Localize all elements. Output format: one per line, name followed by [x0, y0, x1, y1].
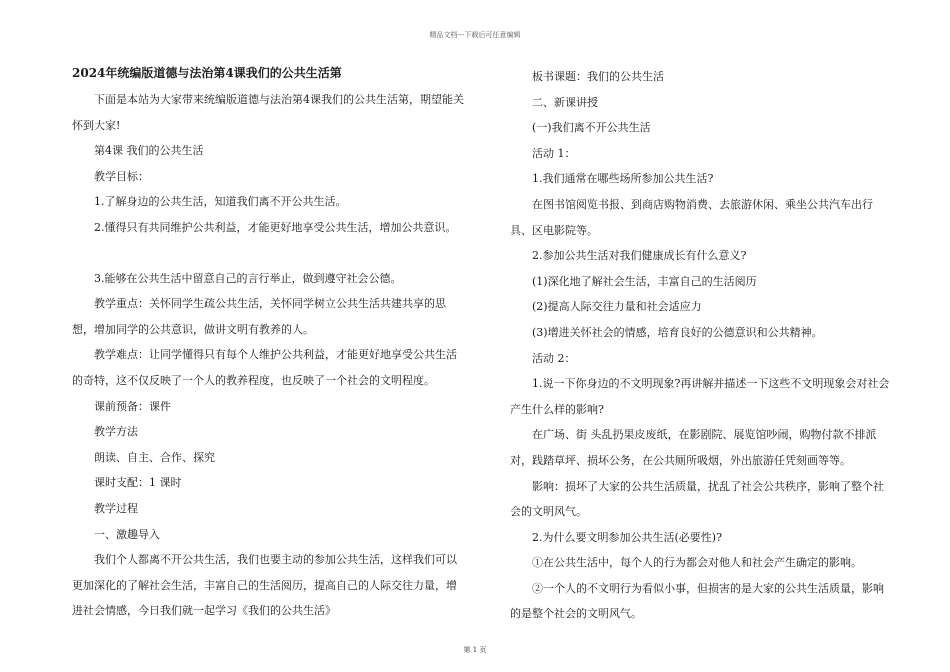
lesson-heading: 第4课 我们的公共生活 — [94, 144, 204, 158]
difficult-points: 教学难点：让同学懂得只有每个人维护公共利益，才能更好地享受公共生活的奇特，这不仅反映了一个人的教养程度，也反映了一个社会的文明程度。 — [72, 348, 457, 387]
intro-text: 我们个人都离不开公共生活，我们也要主动的参加公共生活，这样我们可以更加深化的了解社会生活，丰富自己的生活阅历，提高自己的人际交往力量，增进社会情感，今日我们就一起学习《我们的公共生活》 — [72, 553, 457, 618]
objective-1: 1.了解身边的公共生活，知道我们离不开公共生活。 — [94, 195, 347, 209]
question-3: 1.说一下你身边的不文明现象?再讲解并描述一下这些不文明现象会对社会产生什么样的影响? — [510, 377, 890, 416]
left-column — [72, 64, 464, 624]
meaning-1: (1)深化地了解社会生活，丰富自己的生活阅历 — [532, 274, 757, 288]
activity-1-label: 活动 1： — [532, 146, 576, 160]
key-points: 教学重点：关怀同学生疏公共生活，关怀同学树立公共生活共建共享的思想，增加同学的公共意识，做讲文明有教养的人。 — [72, 297, 446, 336]
subsection-1: (一)我们离不开公共生活 — [532, 121, 651, 135]
process-label: 教学过程 — [94, 501, 138, 515]
answer-3: 在广场、街 头乱扔果皮废纸，在影剧院、展览馆吵闹，购物付款不排派对，践踏草坪、损坏公务，在公共厕所吸烟，外出旅游任凭刻画等等。 — [510, 428, 877, 467]
intro-paragraph: 下面是本站为大家带来统编版道德与法治第4课我们的公共生活第，期望能关怀到大家! — [72, 93, 464, 132]
objectives-label: 教学目标： — [94, 169, 149, 183]
preparation: 课前预备：课件 — [94, 399, 171, 413]
methods: 朗读、自主、合作、探究 — [94, 450, 215, 464]
section-intro: 一、激趣导入 — [94, 527, 160, 541]
page-number: 第 1 页 — [463, 646, 487, 654]
objective-2: 2.懂得只有共同维护公共利益，才能更好地享受公共生活，增加公共意识。 — [94, 220, 457, 234]
answer-1: 在图书馆阅览书报、到商店购物消费、去旅游休闲、乘坐公共汽车出行具、区电影院等。 — [510, 197, 873, 237]
question-1: 1.我们通常在哪些场所参加公共生活? — [532, 172, 714, 186]
objective-3: 3.能够在公共生活中留意自己的言行举止，做到遵守社会公德。 — [94, 271, 402, 285]
document-title: 2024年统编版道德与法治第4课我们的公共生活第 — [72, 66, 342, 80]
class-hours: 课时支配：1 课时 — [94, 476, 182, 490]
reason-2: ②一个人的不文明行为看似小事，但损害的是大家的公共生活质量，影响的是整个社会的文明风气。 — [510, 581, 884, 621]
reason-1: ①在公共生活中，每个人的行为都会对他人和社会产生确定的影响。 — [532, 556, 862, 570]
meaning-2: (2)提高人际交往力量和社会适应力 — [532, 300, 702, 314]
meaning-3: (3)增进关怀社会的情感，培育良好的公德意识和公共精神。 — [532, 325, 823, 339]
question-4: 2.为什么要文明参加公共生活(必要性)? — [532, 530, 722, 544]
page-header: 精品文档---下载后可任意编辑 — [429, 31, 521, 39]
right-column — [510, 64, 890, 627]
methods-label: 教学方法 — [94, 425, 138, 439]
section-new-lesson: 二、新课讲授 — [532, 95, 598, 109]
question-2: 2.参加公共生活对我们健康成长有什么意义? — [532, 249, 747, 263]
activity-2-label: 活动 2： — [532, 351, 576, 365]
impact: 影响：损坏了大家的公共生活质量，扰乱了社会公共秩序，影响了整个社会的文明风气。 — [510, 479, 884, 519]
board-title: 板书课题：我们的公共生活 — [532, 70, 664, 83]
